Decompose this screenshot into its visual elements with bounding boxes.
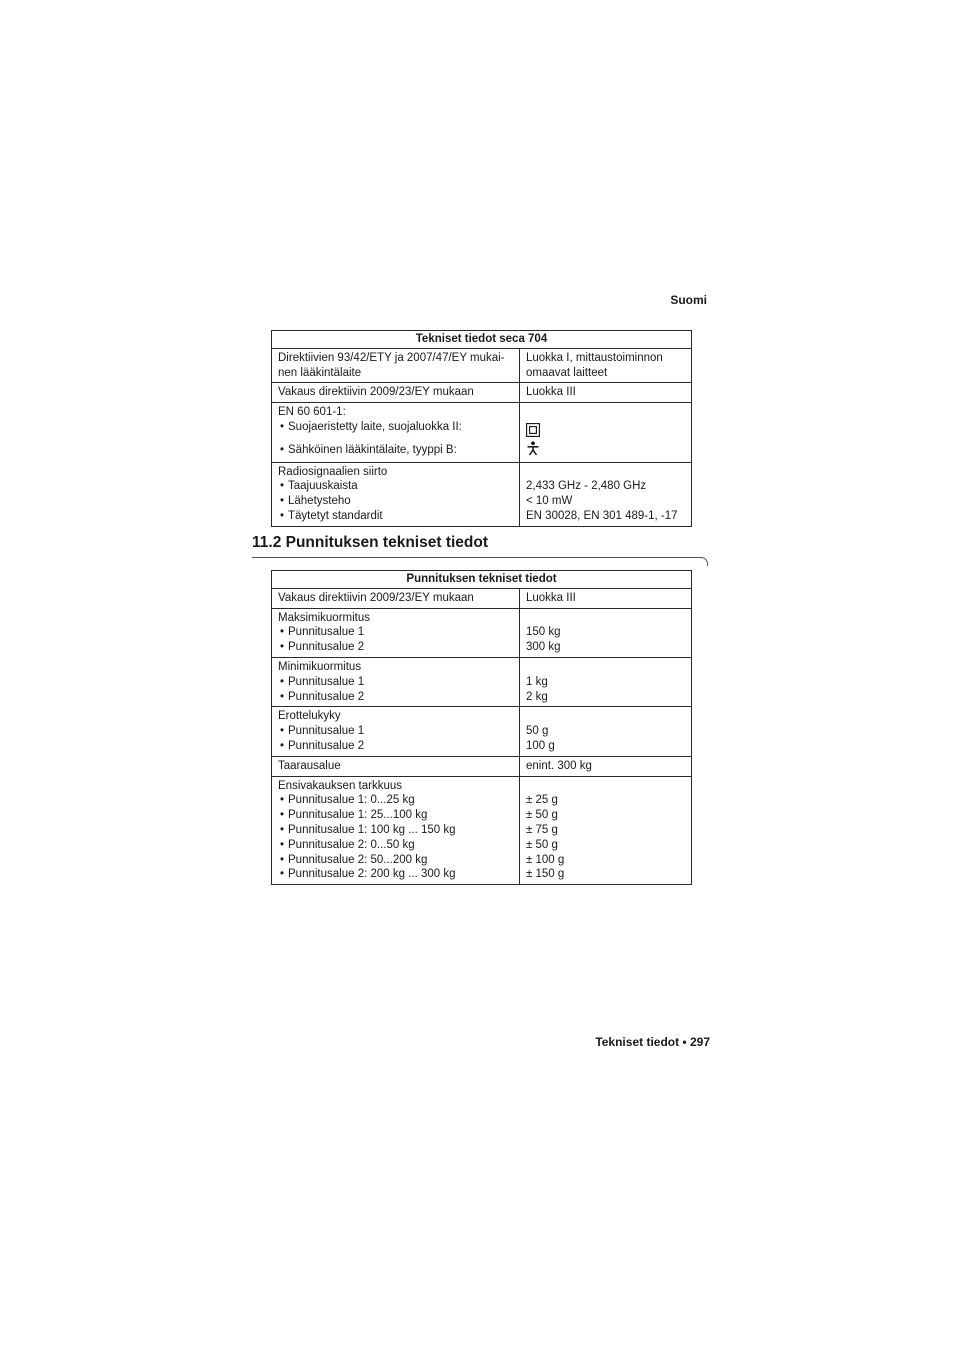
table-cell: [520, 588, 692, 608]
table-row: [272, 776, 692, 885]
list-item: • Punnitusalue 2: 50...200 kg: [278, 853, 513, 868]
cell-text: 1 kg: [526, 675, 548, 688]
double-square-icon: [526, 423, 685, 441]
table-cell: [520, 707, 692, 756]
list-item: • Punnitusalue 2: [278, 640, 513, 655]
list-item: • Suojaeristetty laite, suojaluokka II:: [278, 420, 513, 435]
list-item: • Punnitusalue 1: [278, 625, 513, 640]
cell-text: ± 50 g: [526, 809, 558, 822]
table-title: Tekniset tiedot seca 704: [272, 331, 692, 349]
cell-heading: Ensivakauksen tarkkuus: [278, 779, 403, 792]
cell-text: Vakaus direktiivin 2009/23/EY mukaan: [278, 591, 474, 604]
cell-text: 50 g: [526, 725, 549, 738]
table-cell: [272, 608, 520, 657]
list-item: • Lähetysteho: [278, 494, 513, 509]
table-cell: [272, 462, 520, 526]
table-row: [272, 462, 692, 526]
cell-text: 2,433 GHz - 2,480 GHz: [526, 480, 647, 493]
list-item: • Punnitusalue 2: [278, 690, 513, 705]
list-item: • Punnitusalue 1: 100 kg ... 150 kg: [278, 823, 513, 838]
table-cell: [272, 707, 520, 756]
table-cell: [520, 403, 692, 462]
table-row: [272, 756, 692, 776]
cell-heading: Maksimikuormitus: [278, 611, 371, 624]
cell-text: nen lääkintälaite: [278, 366, 362, 379]
language-label: Suomi: [670, 293, 707, 307]
cell-text: 150 kg: [526, 626, 561, 639]
cell-heading: Erottelukyky: [278, 710, 341, 723]
cell-text: ± 25 g: [526, 794, 558, 807]
cell-text: enint. 300 kg: [526, 759, 592, 772]
table-row: [272, 383, 692, 403]
cell-text: EN 30028, EN 301 489-1, -17: [526, 509, 678, 522]
table-row: [272, 707, 692, 756]
table-row: [272, 657, 692, 706]
cell-text: 100 g: [526, 739, 555, 752]
table-row: [272, 588, 692, 608]
table-cell: [520, 657, 692, 706]
table-row: [272, 608, 692, 657]
table-cell: [520, 348, 692, 383]
list-item: • Punnitusalue 2: 0...50 kg: [278, 838, 513, 853]
list-item: • Sähköinen lääkintälaite, tyyppi B:: [278, 443, 513, 458]
list-item: • Punnitusalue 1: [278, 724, 513, 739]
table-cell: [520, 756, 692, 776]
cell-heading: Radiosignaalien siirto: [278, 465, 388, 478]
device-specs-table: [271, 330, 692, 527]
section-rule: [252, 557, 702, 558]
table-cell: [520, 383, 692, 403]
list-item: • Punnitusalue 1: 0...25 kg: [278, 793, 513, 808]
list-item: • Punnitusalue 2: 200 kg ... 300 kg: [278, 867, 513, 882]
table-cell: [272, 776, 520, 885]
list-item: • Punnitusalue 1: [278, 675, 513, 690]
weighing-specs-table: [271, 570, 692, 885]
cell-text: 2 kg: [526, 690, 548, 703]
table-cell: [520, 776, 692, 885]
table-row: [272, 403, 692, 462]
cell-heading: EN 60 601-1:: [278, 406, 346, 419]
cell-text: Luokka I, mittaustoiminnon: [526, 351, 663, 364]
table-cell: [272, 657, 520, 706]
cell-text: Taarausalue: [278, 759, 341, 772]
cell-text: < 10 mW: [526, 495, 573, 508]
cell-text: ± 50 g: [526, 838, 558, 851]
table-row: [272, 348, 692, 383]
table-cell: [272, 588, 520, 608]
list-item: • Punnitusalue 2: [278, 739, 513, 754]
list-item: • Punnitusalue 1: 25...100 kg: [278, 808, 513, 823]
table-cell: [520, 608, 692, 657]
page-footer: Tekniset tiedot • 297: [595, 1035, 710, 1049]
cell-text: ± 150 g: [526, 868, 565, 881]
cell-text: Vakaus direktiivin 2009/23/EY mukaan: [278, 386, 474, 399]
cell-text: Direktiivien 93/42/ETY ja 2007/47/EY mukai-: [278, 351, 505, 364]
section-rule-hook: [700, 557, 708, 566]
cell-text: Luokka III: [526, 386, 576, 399]
table-cell: [272, 403, 520, 462]
table-cell: [272, 756, 520, 776]
table-cell: [272, 348, 520, 383]
cell-text: ± 75 g: [526, 823, 558, 836]
table-cell: [272, 383, 520, 403]
list-item: • Täytetyt standardit: [278, 509, 513, 524]
table-title: Punnituksen tekniset tiedot: [272, 571, 692, 589]
cell-text: omaavat laitteet: [526, 366, 608, 379]
cell-text: ± 100 g: [526, 853, 565, 866]
list-item: • Taajuuskaista: [278, 479, 513, 494]
cell-heading: Minimikuormitus: [278, 660, 362, 673]
cell-text: Luokka III: [526, 591, 576, 604]
table-cell: [520, 462, 692, 526]
cell-text: 300 kg: [526, 641, 561, 654]
person-type-b-icon: [526, 441, 685, 457]
section-title: 11.2 Punnituksen tekniset tiedot: [252, 534, 489, 551]
